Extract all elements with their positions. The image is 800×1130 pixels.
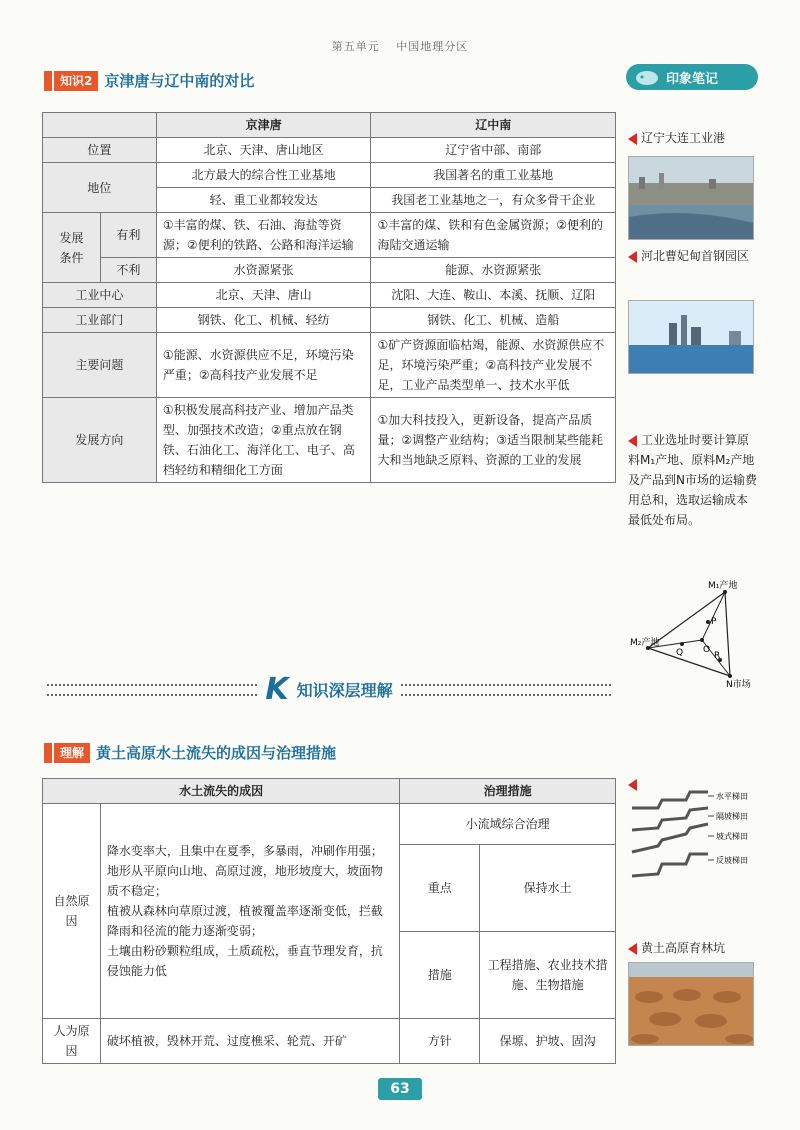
row-label-policy: 方针 <box>400 1019 480 1064</box>
table-row <box>43 163 616 188</box>
row-label-human: 人为原因 <box>43 1019 101 1064</box>
cell: 辽宁省中部、南部 <box>371 138 616 163</box>
transport-cost-diagram <box>630 578 760 688</box>
table-row <box>43 804 616 845</box>
section2-tag-label: 理解 <box>54 743 90 763</box>
col-liaozhongnan: 辽中南 <box>371 113 616 138</box>
cell: 小流域综合治理 <box>400 804 616 845</box>
label-n: N市场 <box>726 680 751 688</box>
row-label-favorable: 有利 <box>100 213 156 258</box>
table-row <box>43 258 616 283</box>
deep-understanding-banner <box>42 672 616 707</box>
caption-site-selection: 工业选址时要计算原料M₁产地、原料M₂产地及产品到N市场的运输费用总和，选取运输成本最低处布局。 <box>628 433 757 527</box>
comparison-table <box>42 112 616 483</box>
col-measures: 治理措施 <box>400 779 616 804</box>
label-p: P <box>711 617 717 627</box>
table-row <box>43 398 616 483</box>
notes-title: 印象笔记 <box>666 71 719 87</box>
table-row <box>43 213 616 258</box>
red-arrow-icon <box>628 435 637 447</box>
page-number: 63 <box>378 1078 422 1100</box>
cell: 北京、天津、唐山 <box>156 283 371 308</box>
section1-tag <box>44 71 98 91</box>
row-label-unfavorable: 不利 <box>100 258 156 283</box>
row-label-centers: 工业中心 <box>43 283 157 308</box>
running-header <box>0 38 800 54</box>
line-m1 <box>702 592 725 640</box>
cell: 北方最大的综合性工业基地 <box>156 163 371 188</box>
row-label-means: 措施 <box>400 932 480 1019</box>
cell: 能源、水资源紧张 <box>371 258 616 283</box>
caofeidian-photo <box>628 300 754 374</box>
cell: ①能源、水资源供应不足，环境污染严重；②高科技产业发展不足 <box>156 333 371 398</box>
section1-heading: 京津唐与辽中南的对比 <box>104 72 255 90</box>
dalian-port-photo <box>628 156 754 240</box>
cell: 保持水土 <box>480 845 616 932</box>
cell: 沈阳、大连、鞍山、本溪、抚顺、辽阳 <box>371 283 616 308</box>
section2-heading: 黄土高原水土流失的成因与治理措施 <box>96 744 337 762</box>
cell: 钢铁、化工、机械、造船 <box>371 308 616 333</box>
cell: ①积极发展高科技产业、增加产品类型、加强技术改造；②重点放在钢铁、石油化工、海洋化工、电子、高档轻纺和精细化工方面 <box>156 398 371 483</box>
table-row <box>43 1019 616 1064</box>
unit-label: 第五单元 <box>331 40 380 53</box>
banner-letter: K <box>265 672 289 707</box>
terrace-label-level: 水平梯田 <box>716 792 748 801</box>
cell: 轻、重工业都较发达 <box>156 188 371 213</box>
caption-afforestation: 黄土高原育林坑 <box>628 938 760 958</box>
col-causes: 水土流失的成因 <box>43 779 400 804</box>
cell: 我国著名的重工业基地 <box>371 163 616 188</box>
table-header-row <box>43 779 616 804</box>
col-jingjintang: 京津唐 <box>156 113 371 138</box>
cell: 工程措施、农业技术措施、生物措施 <box>480 932 616 1019</box>
triangle <box>648 592 730 676</box>
terrace-label-reverse: 反坡梯田 <box>716 856 748 865</box>
label-q: Q <box>676 648 684 658</box>
point-n <box>728 674 732 678</box>
cell: ①丰富的煤、铁、石油、海盐等资源；②便利的铁路、公路和海洋运输 <box>156 213 371 258</box>
afforestation-pits-photo <box>628 962 754 1046</box>
cell: 钢铁、化工、机械、轻纺 <box>156 308 371 333</box>
row-label-sectors: 工业部门 <box>43 308 157 333</box>
section2-title <box>44 742 336 763</box>
notes-badge <box>626 64 758 90</box>
cell: ①丰富的煤、铁和有色金属资源；②便利的海陆交通运输 <box>371 213 616 258</box>
red-arrow-icon <box>628 251 637 263</box>
terrace-diagram <box>628 790 768 890</box>
label-r: R <box>714 651 721 661</box>
chapter-label: 中国地理分区 <box>396 40 469 53</box>
row-label-problems: 主要问题 <box>43 333 157 398</box>
cell: 保塬、护坡、固沟 <box>480 1019 616 1064</box>
row-label-natural: 自然原因 <box>43 804 101 1019</box>
label-m1: M₁产地 <box>708 581 738 591</box>
row-label-location: 位置 <box>43 138 157 163</box>
row-label-status: 地位 <box>43 163 157 213</box>
cell: 破坏植被，毁林开荒、过度樵采、轮荒、开矿 <box>100 1019 399 1064</box>
point-q <box>680 642 684 646</box>
natural-causes-cell: 降水变率大，且集中在夏季，多暴雨，冲刷作用强； 地形从平原向山地、高原过渡，地形坡度大，坡面物质不稳定； 植被从森林向草原过渡，植被覆盖率逐渐变低，拦截降雨和径流的能力逐渐变弱； 土壤由粉砂颗粒组成，土质疏松，垂直节理发育，抗侵蚀能力低 <box>100 804 399 1019</box>
cell: ①加大科技投入，更新设备，提高产品质量；②调整产业结构；③适当限制某些能耗大和当地缺乏原料、资源的工业的发展 <box>371 398 616 483</box>
point-o <box>700 638 704 642</box>
table-header-row <box>43 113 616 138</box>
row-label-direction: 发展方向 <box>43 398 157 483</box>
red-arrow-icon <box>628 133 637 145</box>
terrace-label-spaced: 隔坡梯田 <box>716 812 748 821</box>
caption-caofeidian: 河北曹妃甸首钢园区 <box>628 246 758 266</box>
table-row <box>43 333 616 398</box>
terrace-label-sloped: 坡式梯田 <box>716 832 748 841</box>
table-row <box>43 308 616 333</box>
point-p <box>706 620 710 624</box>
row-label-conditions: 发展 条件 <box>43 213 101 283</box>
cell: 我国老工业基地之一，有众多骨干企业 <box>371 188 616 213</box>
cell: 水资源紧张 <box>156 258 371 283</box>
erosion-table <box>42 778 616 1064</box>
banner-title: 知识深层理解 <box>296 681 393 700</box>
red-arrow-icon <box>628 943 637 955</box>
cell: 北京、天津、唐山地区 <box>156 138 371 163</box>
elephant-icon <box>634 68 660 86</box>
row-label-focus: 重点 <box>400 845 480 932</box>
cell: ①矿产资源面临枯竭，能源、水资源供应不足，环境污染严重；②高科技产业发展不足，工业产品类型单一、技术水平低 <box>371 333 616 398</box>
red-arrow-icon <box>628 779 637 791</box>
table-row <box>43 138 616 163</box>
label-o: O <box>703 645 711 655</box>
section1-tag-label: 知识2 <box>54 71 98 91</box>
section1-title <box>44 70 254 91</box>
section2-tag <box>44 743 90 763</box>
caption-dalian: 辽宁大连工业港 <box>628 128 758 148</box>
label-m2: M₂产地 <box>630 638 660 648</box>
table-row <box>43 283 616 308</box>
